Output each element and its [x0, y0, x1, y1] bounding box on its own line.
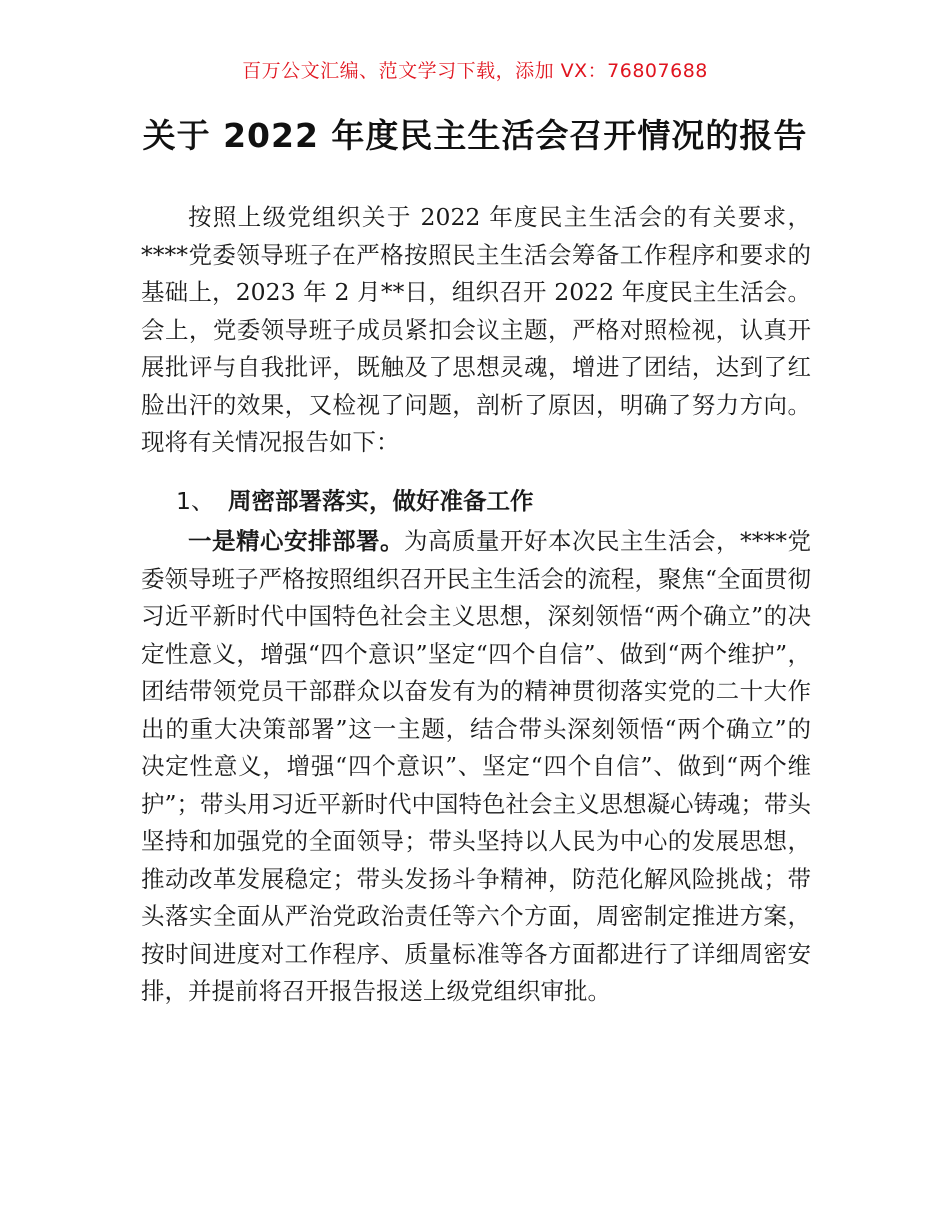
item-lead-text: 一是精心安排部署。: [188, 527, 404, 555]
intro-paragraph: 按照上级党组织关于 2022 年度民主生活会的有关要求，****党委领导班子在严格按照民主生活会筹备工作程序和要求的基础上，2023 年 2 月**日，组织召开 2022 年度民主生活会。会上，党委领导班子成员紧扣会议主题，严格对照检视，认真开展批评与自我批评，既触及了思想灵魂，增进了团结，达到了红脸出汗的效果，又检视了问题，剖析了原因，明确了努力方向。现将有关情况报告如下：: [141, 203, 811, 456]
paragraph-item-1: [141, 523, 811, 1011]
section-heading-text: 周密部署落实，做好准备工作: [228, 487, 534, 515]
section-heading-1: [176, 483, 534, 521]
document-title: 关于 2022 年度民主生活会召开情况的报告: [142, 116, 808, 155]
item-body-text: 为高质量开好本次民主生活会，****党委领导班子严格按照组织召开民主生活会的流程，聚焦“全面贯彻习近平新时代中国特色社会主义思想，深刻领悟“两个确立”的决定性意义，增强“四个意识”坚定“四个自信”、做到“两个维护”，团结带领党员干部群众以奋发有为的精神贯彻落实党的二十大作出的重大决策部署”这一主题，结合带头深刻领悟“两个确立”的决定性意义，增强“四个意识”、坚定“四个自信”、做到“两个维护”；带头用习近平新时代中国特色社会主义思想凝心铸魂；带头坚持和加强党的全面领导；带头坚持以人民为中心的发展思想，推动改革发展稳定；带头发扬斗争精神，防范化解风险挑战；带头落实全面从严治党政治责任等六个方面，周密制定推进方案，按时间进度对工作程序、质量标准等各方面都进行了详细周密安排，并提前将召开报告报送上级党组织审批。: [141, 527, 812, 1005]
header-watermark-text: 百万公文汇编、范文学习下载，添加 VX：76807688: [242, 60, 708, 82]
section-number: 1、: [176, 487, 215, 515]
